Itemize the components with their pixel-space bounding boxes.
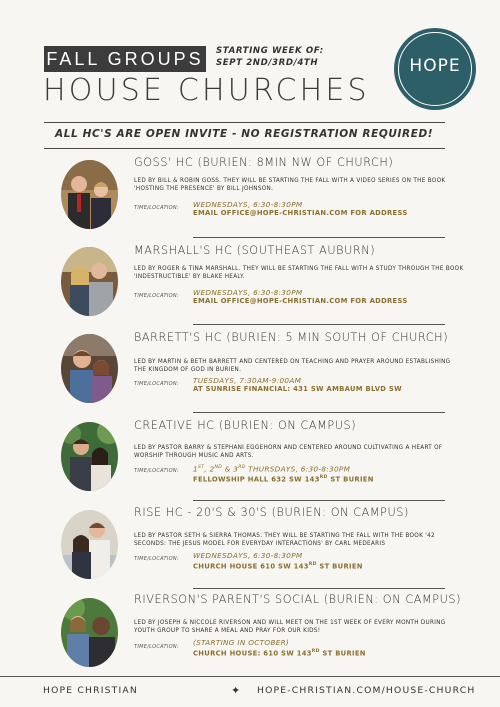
time-part: & 3: [222, 464, 239, 474]
footer-org-name: HOPE CHRISTIAN: [43, 685, 138, 696]
meeting-time: [193, 463, 350, 473]
meeting-location: [193, 560, 363, 571]
time-location-label: TIME/LOCATION:: [134, 381, 179, 387]
group-description: LED BY PASTOR BARRY & STEPHANI EGGEHORN AND CENTERED AROUND CULTIVATING A HEART OF WORSHIP THROUGH MUSIC AND ARTS.: [134, 445, 443, 460]
location-part: ST BURIEN: [316, 562, 363, 571]
divider: [193, 500, 445, 501]
divider: [193, 588, 445, 589]
time-part: THURSDAYS, 6:30-8:30PM: [245, 464, 351, 474]
location-sup: RD: [311, 649, 320, 654]
time-part: 1: [193, 464, 198, 474]
divider: [44, 122, 445, 123]
group-name: CREATIVE HC (BURIEN: ON CAMPUS): [134, 419, 357, 432]
divider: [193, 412, 445, 413]
divider: [193, 237, 445, 238]
group-name: MARSHALL'S HC (SOUTHEAST AUBURN): [134, 244, 376, 257]
fall-groups-banner: FALL GROUPS: [44, 46, 206, 72]
meeting-location: [193, 647, 366, 658]
group-description: LED BY ROGER & TINA MARSHALL. THEY WILL BE STARTING THE FALL WITH A STUDY THROUGH THE BOOK 'INDESTRUCTIBLE' BY BLAKE HEALY.: [134, 266, 464, 281]
meeting-location: AT SUNRISE FINANCIAL: 431 SW AMBAUM BLVD SW: [193, 385, 402, 393]
meeting-location: EMAIL OFFICE@HOPE-CHRISTIAN.COM FOR ADDRESS: [193, 297, 408, 305]
location-part: FELLOWSHIP HALL 632 SW 143: [193, 475, 320, 484]
group-description: LED BY MARTIN & BETH BARRETT AND CENTERED ON TEACHING AND PRAYER AROUND ESTABLISHING THE KINGDOM OF GOD IN BURIEN.: [134, 359, 451, 374]
meeting-location: EMAIL OFFICE@HOPE-CHRISTIAN.COM FOR ADDRESS: [193, 209, 408, 217]
group-name: RIVERSON'S PARENT'S SOCIAL (BURIEN: ON CAMPUS): [134, 593, 462, 606]
hope-logo: [394, 28, 476, 110]
time-location-label: TIME/LOCATION:: [134, 468, 179, 474]
location-sup: RD: [308, 562, 317, 567]
footer-divider: [0, 676, 500, 677]
time-location-label: TIME/LOCATION:: [134, 644, 179, 650]
group-description: LED BY PASTOR SETH & SIERRA THOMAS. THEY WILL BE STARTING THE FALL WITH THE BOOK '42 SECONDS: THE JESUS MODEL FOR EVERYDAY INTERACTIONS' BY CARL MEDEARIS: [134, 533, 435, 548]
group-photo-thomas: [61, 510, 118, 579]
meeting-location: [193, 473, 374, 484]
open-invite-banner: ALL HC'S ARE OPEN INVITE - NO REGISTRATION REQUIRED!: [55, 128, 434, 140]
group-photo-riverson: [61, 598, 118, 667]
group-name: BARRETT'S HC (BURIEN: 5 MIN SOUTH OF CHURCH): [134, 331, 449, 344]
meeting-time: WEDNESDAYS, 6:30-8:30PM: [193, 200, 303, 209]
starting-week-label: STARTING WEEK OF:: [216, 46, 324, 56]
group-photo-marshall: [61, 247, 118, 316]
location-part: ST BURIEN: [327, 475, 374, 484]
group-photo-goss: [61, 160, 118, 229]
group-name: GOSS' HC (BURIEN: 8MIN NW OF CHURCH): [134, 156, 394, 169]
group-description: LED BY BILL & ROBIN GOSS. THEY WILL BE STARTING THE FALL WITH A VIDEO SERIES ON THE BOOK 'HOSTING THE PRESENCE' BY BILL JOHNSON.: [134, 178, 446, 193]
group-description: LED BY JOSEPH & NICCOLE RIVERSON AND WILL MEET ON THE 1ST WEEK OF EVERY MONTH DURING YOUTH GROUP TO SHARE A MEAL AND PRAY FOR OUR KIDS!: [134, 620, 446, 635]
star-icon: ✦: [231, 684, 241, 697]
starting-week-dates: SEPT 2ND/3RD/4TH: [216, 58, 319, 68]
location-part: CHURCH HOUSE: 610 SW 143: [193, 649, 312, 658]
group-photo-eggehorn: [61, 422, 118, 491]
logo-text: HOPE: [409, 56, 461, 76]
location-part: ST BURIEN: [319, 649, 366, 658]
meeting-time: TUESDAYS, 7:30AM-9:00AM: [193, 376, 302, 385]
group-photo-barrett: [61, 334, 118, 403]
time-sup: ND: [214, 465, 223, 470]
page-title: HOUSE CHURCHES: [43, 73, 370, 108]
meeting-time: WEDNESDAYS, 6:30-8:30PM: [193, 288, 303, 297]
time-sup: RD: [238, 465, 246, 470]
location-sup: RD: [319, 475, 328, 480]
starting-week-text: [216, 45, 324, 69]
time-part: , 2: [204, 464, 215, 474]
location-part: CHURCH HOUSE 610 SW 143: [193, 562, 309, 571]
footer-url-link[interactable]: HOPE-CHRISTIAN.COM/HOUSE-CHURCH: [257, 685, 476, 696]
time-sup: ST: [197, 465, 205, 470]
divider: [193, 324, 445, 325]
divider: [44, 148, 445, 149]
time-location-label: TIME/LOCATION:: [134, 293, 179, 299]
time-location-label: TIME/LOCATION:: [134, 556, 179, 562]
time-location-label: TIME/LOCATION:: [134, 205, 179, 211]
group-name: RISE HC - 20'S & 30'S (BURIEN: ON CAMPUS): [134, 506, 409, 519]
meeting-time: WEDNESDAYS, 6:30-8:30PM: [193, 551, 303, 560]
meeting-time: (STARTING IN OCTOBER): [193, 638, 290, 647]
